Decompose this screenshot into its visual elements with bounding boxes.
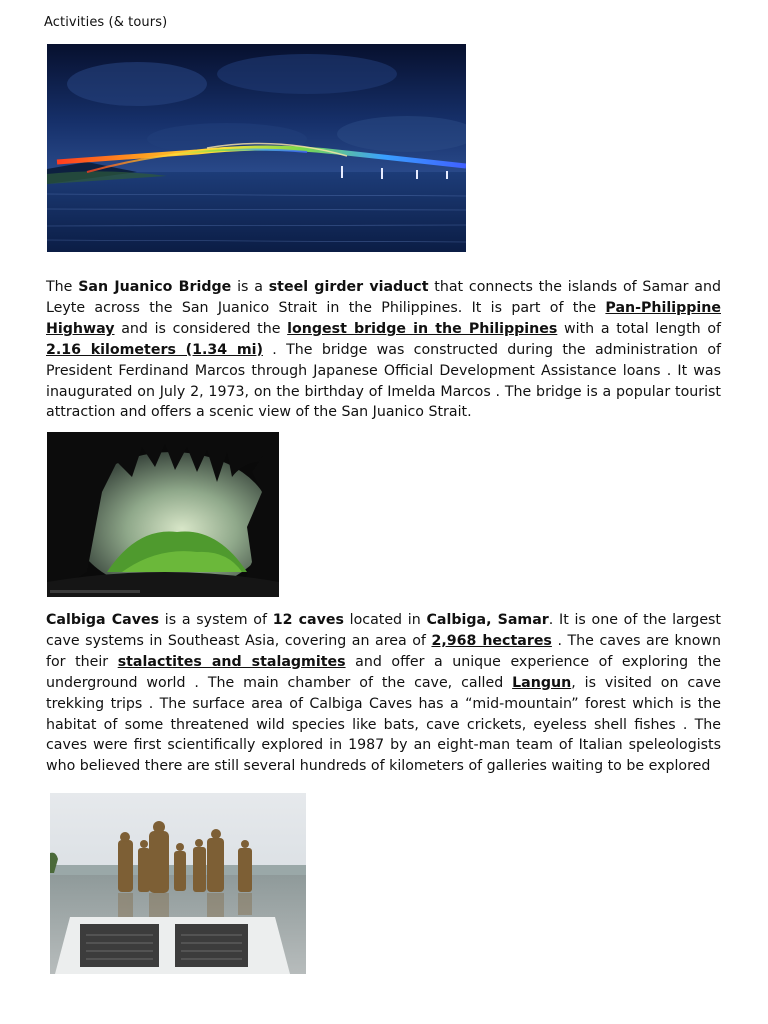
bridge-type: steel girder viaduct [268,279,429,295]
text: with a total length of [557,320,722,337]
text: , is visited on cave trekking trips . The surface area of Calbiga Caves has a “mid-mountain” forest which is the habitat of some threatened wild species like bats, cave crickets, eyeless shell fishes . The caves were first scientifically explored in 1987 by an eight-man team of Italian speleologists who believed there are still several hundreds of kilometers of galleries waiting to be explored [46,674,721,775]
longest-bridge-link[interactable]: longest bridge in the Philippines [287,320,558,337]
text: The [46,279,79,295]
bridge-name: San Juanico Bridge [78,279,232,295]
stalactites-link[interactable]: stalactites and stalagmites [117,653,346,670]
landing-memorial-photo [50,793,306,974]
cave-location: Calbiga, Samar [426,612,549,628]
calbiga-description [46,610,721,777]
pan-philippine-highway-link[interactable]: Pan-Philippine Highway [46,299,721,337]
text: is a [231,279,269,295]
cave-count: 12 caves [272,612,344,628]
page-heading: Activities (& tours) [44,15,168,30]
langun-link[interactable]: Langun [512,674,572,691]
san-juanico-bridge-photo [47,44,466,252]
text: located in [343,612,427,628]
text: . The caves are known for their [46,632,721,670]
text: and is considered the [114,320,288,337]
bridge-length-link[interactable]: 2.16 kilometers (1.34 mi) [46,341,263,358]
text: and offer a unique experience of exploring the underground world . The main chamber of the cave, called [46,653,721,691]
text: is a system of [159,612,273,628]
san-juanico-description [46,277,721,423]
text: . It is one of the largest cave systems in Southeast Asia, covering an area of [46,612,721,649]
cave-area-link[interactable]: 2,968 hectares [431,632,552,649]
text: that connects the islands of Samar and Leyte across the San Juanico Strait in the Philippines. It is part of the [46,279,721,316]
cave-name: Calbiga Caves [46,612,160,628]
calbiga-cave-photo [47,432,279,597]
text: . The bridge was constructed during the administration of President Ferdinand Marcos through Japanese Official Development Assistance loans . It was inaugurated on July 2, 1973, on the birthday of Imelda Marcos . The bridge is a popular tourist attraction and offers a scenic view of the San Juanico Strait. [46,341,721,421]
